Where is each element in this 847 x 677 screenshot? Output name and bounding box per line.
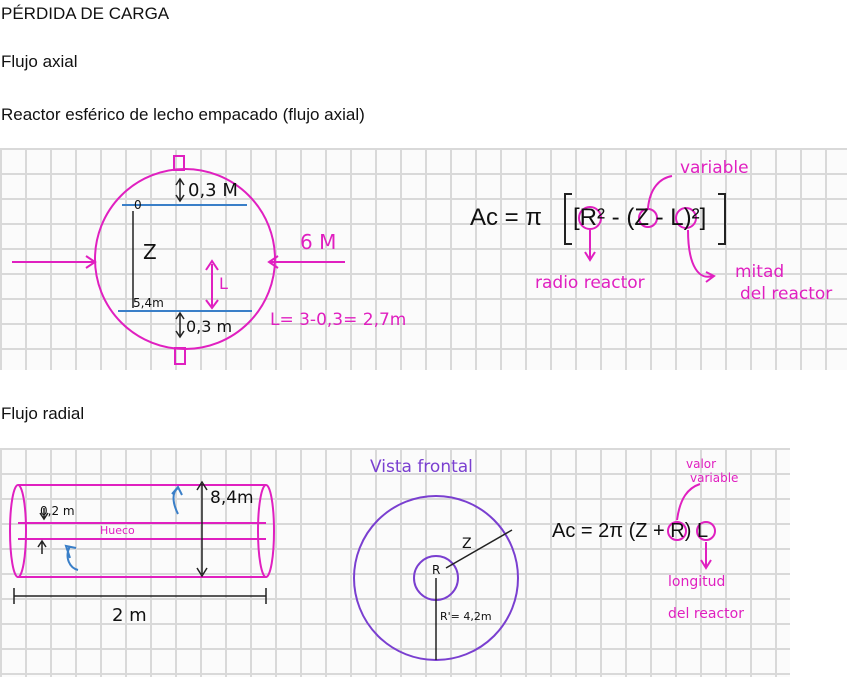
radial-heading: Flujo radial	[1, 404, 85, 423]
page-title: PÉRDIDA DE CARGA	[1, 4, 170, 23]
area-formula-radial: Ac = 2π (Z + R) L	[552, 520, 709, 542]
z-radial-label: Z	[462, 536, 472, 552]
bottom-level-label: 5,4m	[133, 296, 164, 310]
area-formula-axial-rhs: [R² - (Z - L)²]	[573, 204, 707, 231]
note-del-reactor-radial: del reactor	[668, 606, 744, 622]
vista-frontal-label: Vista frontal	[370, 457, 473, 477]
bottom-nozzle	[175, 348, 185, 364]
axial-flow-sketch	[0, 148, 847, 378]
hueco-label: Hueco	[100, 524, 135, 537]
top-nozzle	[174, 156, 184, 170]
reactor-heading: Reactor esférico de lecho empacado (flujo axial)	[1, 105, 365, 124]
note-longitud: longitud	[668, 574, 726, 590]
bottom-gap-arrow	[176, 313, 184, 337]
note-del-reactor: del reactor	[740, 284, 833, 304]
z-label: Z	[143, 240, 157, 264]
bottom-gap-label: 0,3 m	[186, 317, 233, 336]
note-variable-radial: variable	[690, 471, 739, 485]
length-label: 2 m	[112, 605, 147, 626]
reactor-sphere	[95, 169, 275, 349]
note-valor: valor	[686, 457, 717, 471]
note-radio-reactor: radio reactor	[535, 273, 645, 293]
outer-radius-label: R'= 4,2m	[440, 610, 492, 623]
note-mitad: mitad	[735, 262, 785, 282]
inner-radius-label: R	[432, 563, 441, 577]
zero-label: 0	[134, 198, 142, 212]
top-gap-arrow	[176, 179, 184, 201]
diameter-label: 6 M	[300, 230, 337, 254]
axial-heading: Flujo axial	[1, 52, 78, 71]
l-equation: L= 3-0,3= 2,7m	[270, 310, 407, 330]
note-variable: variable	[680, 158, 749, 178]
top-gap-label: 0,3 M	[188, 180, 238, 201]
area-formula-axial-lhs: Ac = π	[470, 204, 542, 231]
l-label: L	[219, 274, 228, 293]
height-label: 8,4m	[210, 488, 254, 508]
inner-gap-label: 0,2 m	[40, 504, 75, 518]
